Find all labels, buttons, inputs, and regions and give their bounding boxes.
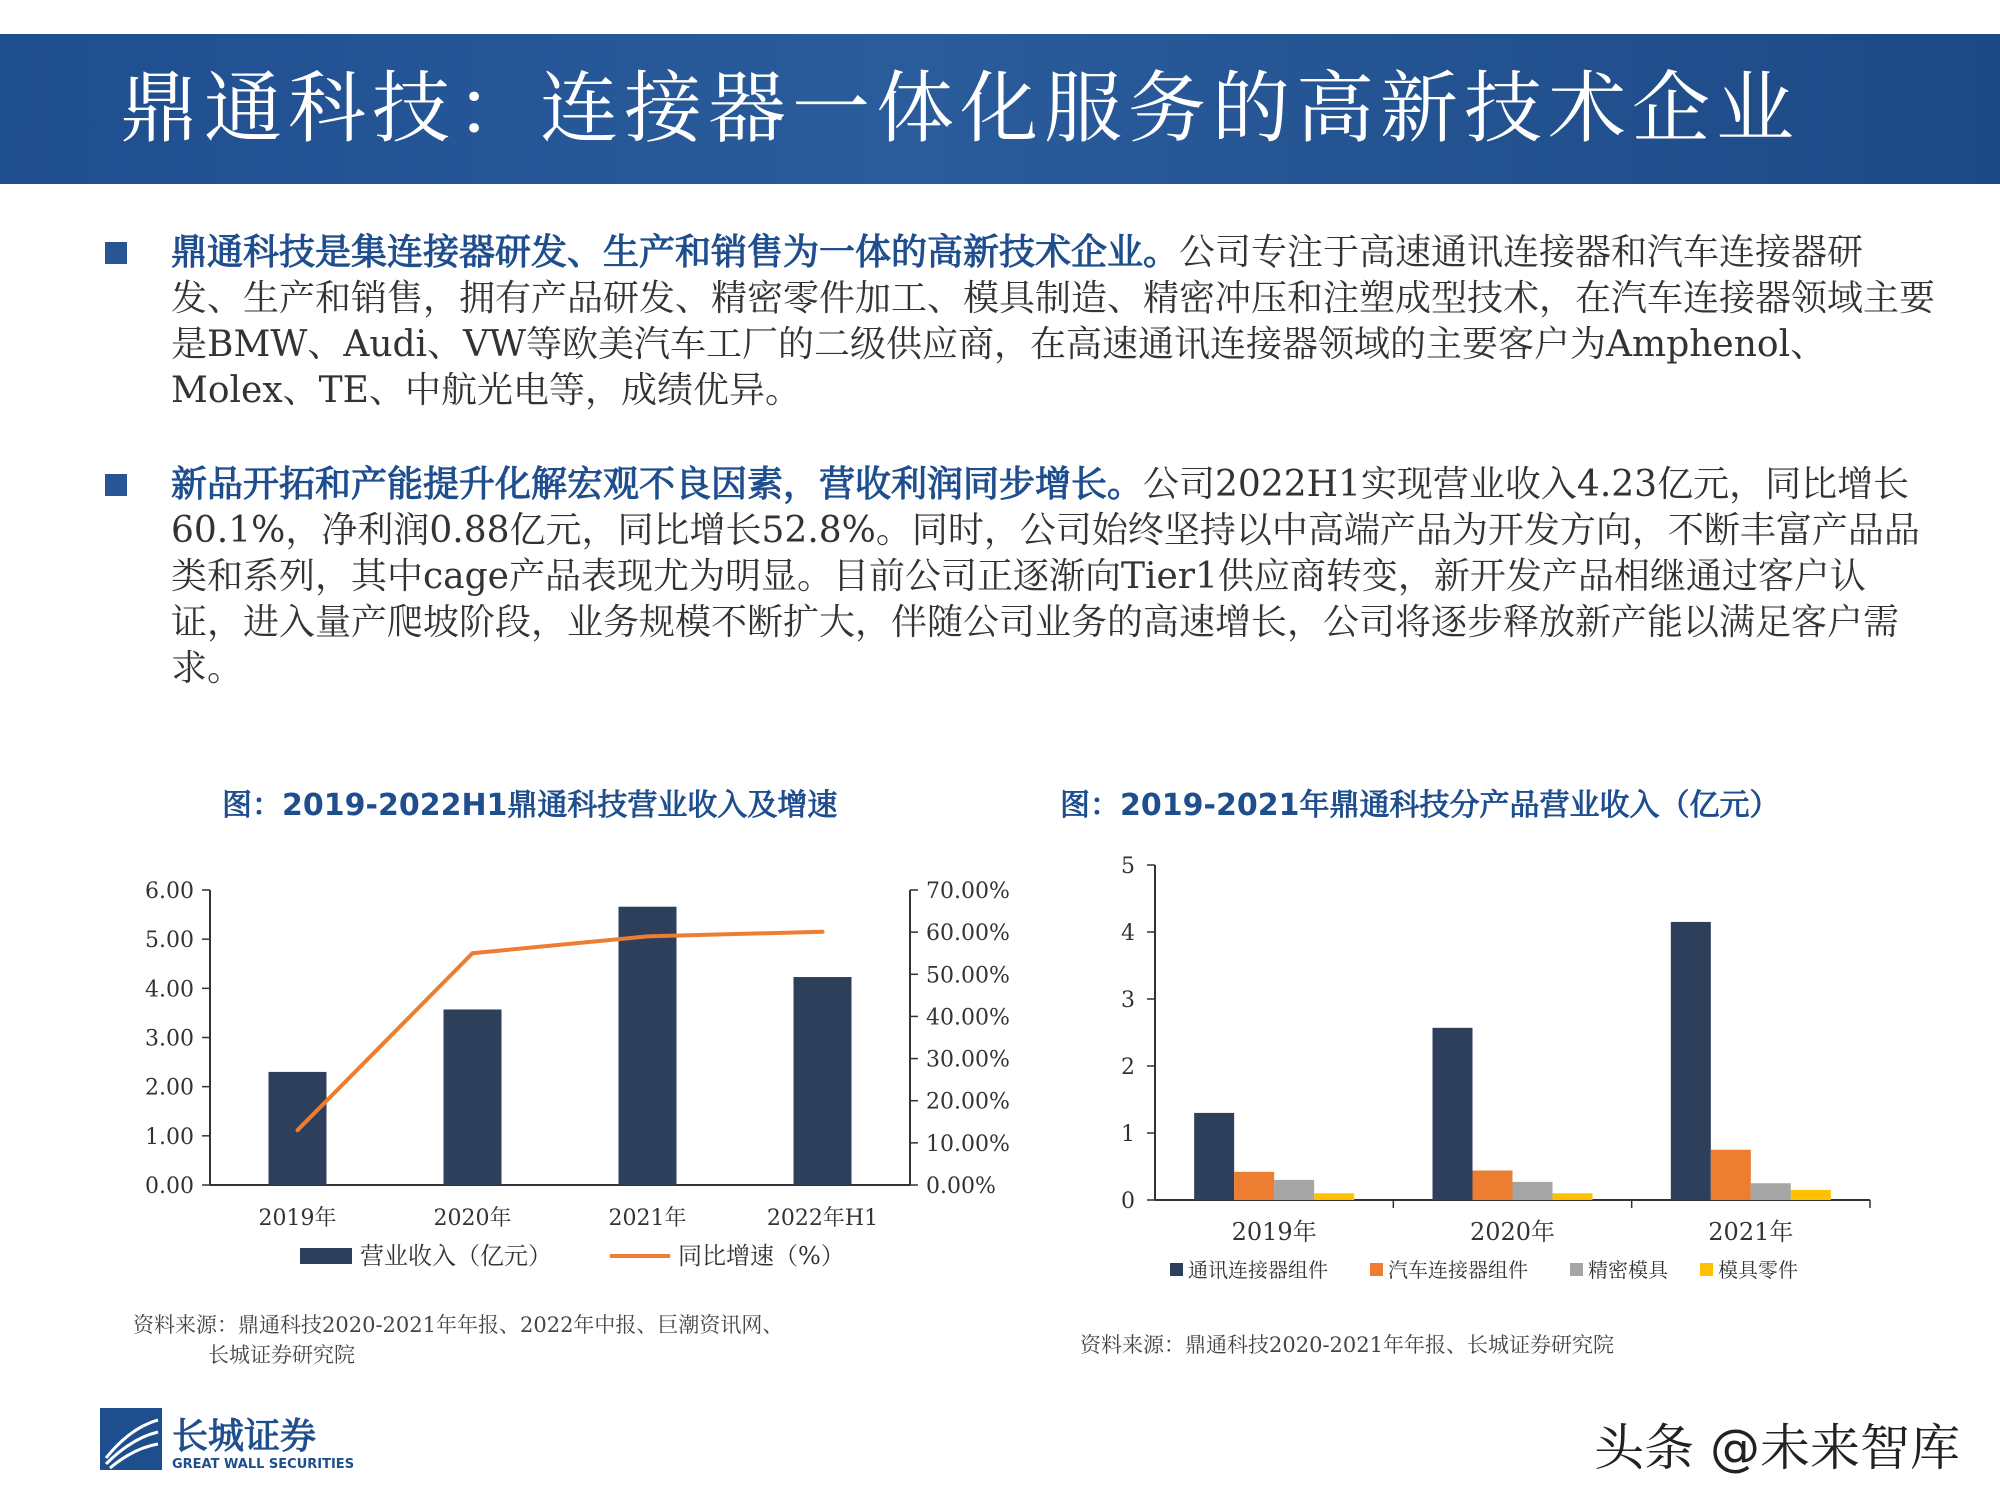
y2-tick-label: 70.00%	[926, 879, 1010, 904]
legend-swatch	[300, 1248, 352, 1264]
legend-swatch	[1370, 1263, 1383, 1276]
bar	[794, 977, 852, 1185]
title-bar	[0, 34, 2000, 184]
chart2-source	[1080, 1330, 1614, 1360]
bullet-lead: 新品开拓和产能提升化解宏观不良因素，营收利润同步增长。	[171, 464, 1144, 505]
x-tick-label: 2021年	[1708, 1218, 1794, 1246]
chart1-source	[133, 1310, 783, 1370]
bar	[1314, 1193, 1354, 1200]
y-tick-label: 4	[1121, 921, 1135, 946]
bullet-text	[171, 230, 1935, 414]
y-tick-label: 3	[1121, 988, 1135, 1013]
legend-label: 营业收入（亿元）	[360, 1242, 552, 1270]
bar	[1513, 1182, 1553, 1200]
y2-tick-label: 0.00%	[926, 1174, 996, 1199]
y-tick-label: 4.00	[145, 977, 194, 1003]
bar	[1473, 1171, 1513, 1200]
bullet-body: 公司2022H1实现营业收入4.23亿元，同比增长60.1%，净利润0.88亿元，同比增长52.8%。同时，公司始终坚持以中高端产品为开发方向，不断丰富产品品类和系列，其中cage产品表现尤为明显。目前公司正逐渐向Tier1供应商转变，新开发产品相继通过客户认证，进入量产爬坡阶段，业务规模不断扩大，伴随公司业务的高速增长，公司将逐步释放新产能以满足客户需求。	[171, 464, 1920, 689]
series-line	[298, 932, 823, 1130]
legend-label: 同比增速（%）	[678, 1242, 845, 1270]
y2-tick-label: 50.00%	[926, 963, 1010, 989]
bar	[1671, 922, 1711, 1200]
bar	[1791, 1190, 1831, 1200]
bar	[1433, 1028, 1473, 1200]
x-tick-label: 2020年	[1469, 1218, 1556, 1246]
bar	[1553, 1193, 1593, 1200]
line-point	[821, 930, 825, 934]
legend-label: 通讯连接器组件	[1188, 1258, 1328, 1282]
bullet-body: 公司专注于高速通讯连接器和汽车连接器研发、生产和销售，拥有产品研发、精密零件加工、模具制造、精密冲压和注塑成型技术，在汽车连接器领域主要是BMW、Audi、VW等欧美汽车工厂的二级供应商，在高速通讯连接器领域的主要客户为Amphenol、Molex、TE、中航光电等，成绩优异。	[171, 232, 1936, 411]
chart1-title: 图：2019-2022H1鼎通科技营业收入及增速	[222, 788, 838, 823]
x-tick-label: 2021年	[608, 1206, 687, 1231]
source-line: 资料来源：鼎通科技2020-2021年年报、2022年中报、巨潮资讯网、	[133, 1313, 784, 1337]
bar	[619, 907, 677, 1185]
legend-swatch	[1700, 1263, 1713, 1276]
legend-label: 模具零件	[1718, 1258, 1798, 1282]
bar	[1234, 1172, 1274, 1200]
bullet-text	[171, 462, 1935, 692]
bullet-square-icon	[105, 242, 127, 264]
bar	[1274, 1180, 1314, 1200]
source-line: 资料来源：鼎通科技2020-2021年年报、长城证券研究院	[1080, 1333, 1614, 1357]
y-tick-label: 1	[1121, 1122, 1135, 1147]
y-tick-label: 1.00	[145, 1124, 194, 1150]
logo-cn: 长城证券	[172, 1416, 317, 1457]
y-tick-label: 2.00	[145, 1075, 194, 1101]
logo-en: GREAT WALL SECURITIES	[172, 1457, 355, 1472]
legend-label: 精密模具	[1588, 1258, 1668, 1282]
x-tick-label: 2019年	[258, 1206, 337, 1231]
revenue-growth-chart	[100, 860, 1040, 1290]
great-wall-logo-icon	[100, 1408, 370, 1473]
bullet-square-icon	[105, 474, 127, 496]
y2-tick-label: 40.00%	[926, 1005, 1010, 1031]
line-point	[471, 951, 475, 955]
great-wall-logo	[100, 1408, 370, 1473]
legend-label: 汽车连接器组件	[1388, 1258, 1528, 1282]
bar	[1711, 1150, 1751, 1200]
y-tick-label: 0	[1121, 1189, 1135, 1214]
y-tick-label: 6.00	[145, 879, 194, 904]
y2-tick-label: 30.00%	[926, 1047, 1010, 1073]
legend-swatch	[1170, 1263, 1183, 1276]
watermark: 头条 @未来智库	[1594, 1419, 1960, 1477]
source-line: 长城证券研究院	[208, 1343, 355, 1367]
y-tick-label: 5.00	[145, 928, 194, 954]
line-point	[296, 1128, 300, 1132]
line-point	[646, 934, 650, 938]
x-tick-label: 2020年	[433, 1206, 512, 1231]
y2-tick-label: 60.00%	[926, 921, 1010, 947]
y2-tick-label: 20.00%	[926, 1089, 1010, 1115]
y-tick-label: 0.00	[145, 1174, 194, 1199]
x-tick-label: 2022年H1	[766, 1206, 879, 1231]
bullet-item-1	[105, 230, 1935, 414]
legend-swatch	[1570, 1263, 1583, 1276]
bar	[1194, 1113, 1234, 1200]
y2-tick-label: 10.00%	[926, 1131, 1010, 1157]
bar	[444, 1009, 502, 1185]
bullet-item-2	[105, 462, 1935, 692]
chart2-title: 图：2019-2021年鼎通科技分产品营业收入（亿元）	[1060, 788, 1780, 823]
product-revenue-chart	[1080, 840, 1900, 1290]
bar	[1751, 1183, 1791, 1200]
x-tick-label: 2019年	[1231, 1218, 1317, 1246]
y-tick-label: 3.00	[145, 1026, 194, 1052]
page-title: 鼎通科技：连接器一体化服务的高新技术企业	[120, 64, 1801, 154]
bullet-lead: 鼎通科技是集连接器研发、生产和销售为一体的高新技术企业。	[171, 232, 1180, 273]
y-tick-label: 5	[1121, 854, 1135, 879]
y-tick-label: 2	[1121, 1055, 1135, 1080]
